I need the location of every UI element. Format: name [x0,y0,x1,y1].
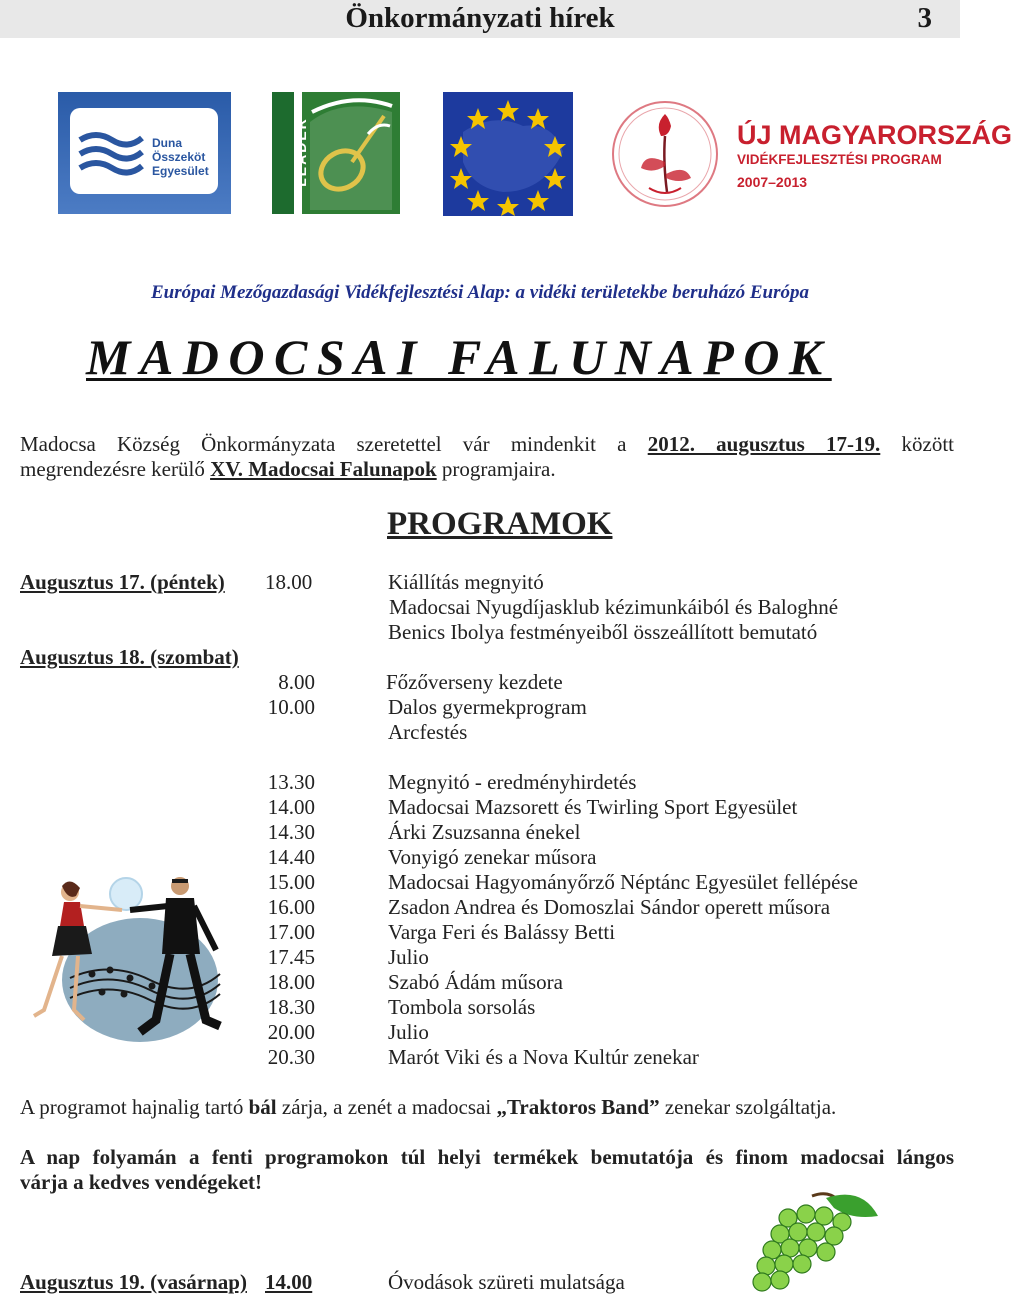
closing-part-3: zenekar szolgáltatja. [664,1095,837,1119]
leader-logo-text: LEADER [292,117,309,187]
event-title: Szabó Ádám műsora [388,970,563,994]
event-time: 17.45 [267,945,315,969]
day1-time: 18.00 [265,570,313,594]
event-time: 16.00 [267,895,315,919]
event-title: Arcfestés [388,720,468,744]
event-title: Julio [388,1020,429,1044]
event-time: 13.30 [267,770,315,794]
event-title: Megnyitó - eredményhirdetés [388,770,637,794]
intro-date: 2012. augusztus 17-19. [647,432,881,456]
duna-logo-line2: Összeköt [152,150,206,164]
event-title: Madocsai Mazsorett és Twirling Sport Egyesület [388,795,798,819]
event-title: Árki Zsuzsanna énekel [388,820,581,844]
day3-label: Augusztus 19. (vasárnap) [20,1270,247,1294]
dancing-couple-illustration [30,870,230,1060]
uj-magyarorszag-subtitle: VIDÉKFEJLESZTÉSI PROGRAM [737,152,942,167]
grapes-illustration [742,1190,882,1300]
uj-magyarorszag-years: 2007–2013 [737,174,808,190]
note-line-2: várja a kedves vendégeket! [20,1170,263,1194]
event-time: 18.00 [267,970,315,994]
wave-icon [76,122,146,182]
uj-magyarorszag-title: ÚJ MAGYARORSZÁG [737,120,1012,150]
intro-part-5: programjaira. [441,457,556,481]
event-title: Dalos gyermekprogram [388,695,587,719]
day2-label: Augusztus 18. (szombat) [20,645,239,669]
event-time: 14.00 [267,795,315,819]
event-title: Vonyigó zenekar műsora [388,845,597,869]
event-title: Tombola sorsolás [388,995,536,1019]
day3-title: Óvodások szüreti mulatsága [388,1270,625,1294]
note-line-1: A nap folyamán a fenti programokon túl helyi termékek bemutatója és finom madocsai lángos [20,1145,954,1169]
event-title: Főzőverseny kezdete [386,670,563,694]
leader-logo [272,92,400,214]
event-time: 15.00 [267,870,315,894]
closing-part-1: A programot hajnalig tartó [20,1095,244,1119]
event-time: 10.00 [267,695,315,719]
rose-emblem-icon [605,92,725,212]
closing-line [20,1095,836,1120]
event-time: 20.00 [267,1020,315,1044]
day1-title: Kiállítás megnyitó [388,570,544,594]
event-time: 18.30 [267,995,315,1019]
page-header-title: Önkormányzati hírek [345,2,615,34]
duna-logo-line1: Duna [152,136,182,150]
day1-label: Augusztus 17. (péntek) [20,570,225,594]
event-time: 14.30 [267,820,315,844]
event-time: 20.30 [267,1045,315,1069]
day1-desc-1: Madocsai Nyugdíjasklub kézimunkáiból és Baloghné [389,595,839,619]
event-title: Madocsai Hagyományőrző Néptánc Egyesület fellépése [388,870,858,894]
event-time: 17.00 [267,920,315,944]
intro-event-name: XV. Madocsai Falunapok [210,457,437,481]
closing-bal: bál [248,1095,277,1119]
day3-time: 14.00 [265,1270,313,1294]
closing-band-name: „Traktoros Band” [496,1095,660,1119]
uj-magyarorszag-logo [605,92,1012,212]
event-title: Varga Feri és Balássy Betti [388,920,616,944]
intro-part-1: Madocsa Község Önkormányzata [20,432,336,456]
event-time: 8.00 [278,670,315,694]
duna-logo-line3: Egyesület [152,164,209,178]
event-title: Julio [388,945,429,969]
intro-line-2 [20,457,556,482]
closing-part-2: zárja, a zenét a madocsai [281,1095,492,1119]
intro-part-2: szeretettel vár mindenkit a [356,432,627,456]
page-number: 3 [917,2,932,34]
programs-heading: PROGRAMOK [387,506,613,542]
intro-part-4: megrendezésre kerülő [20,457,205,481]
duna-osszekot-logo [58,92,231,214]
event-time: 14.40 [267,845,315,869]
event-title: Zsadon Andrea és Domoszlai Sándor operett műsora [388,895,831,919]
intro-part-3: között [901,432,954,456]
main-title: MADOCSAI FALUNAPOK [86,329,832,385]
event-title: Marót Viki és a Nova Kultúr zenekar [388,1045,699,1069]
eu-fund-subtitle: Európai Mezőgazdasági Vidékfejlesztési Alap: a vidéki területekbe beruházó Európa [151,282,809,303]
day1-desc-2: Benics Ibolya festményeiből összeállított bemutató [388,620,818,644]
intro-line-1 [20,432,954,457]
eu-flag-logo [443,92,573,216]
